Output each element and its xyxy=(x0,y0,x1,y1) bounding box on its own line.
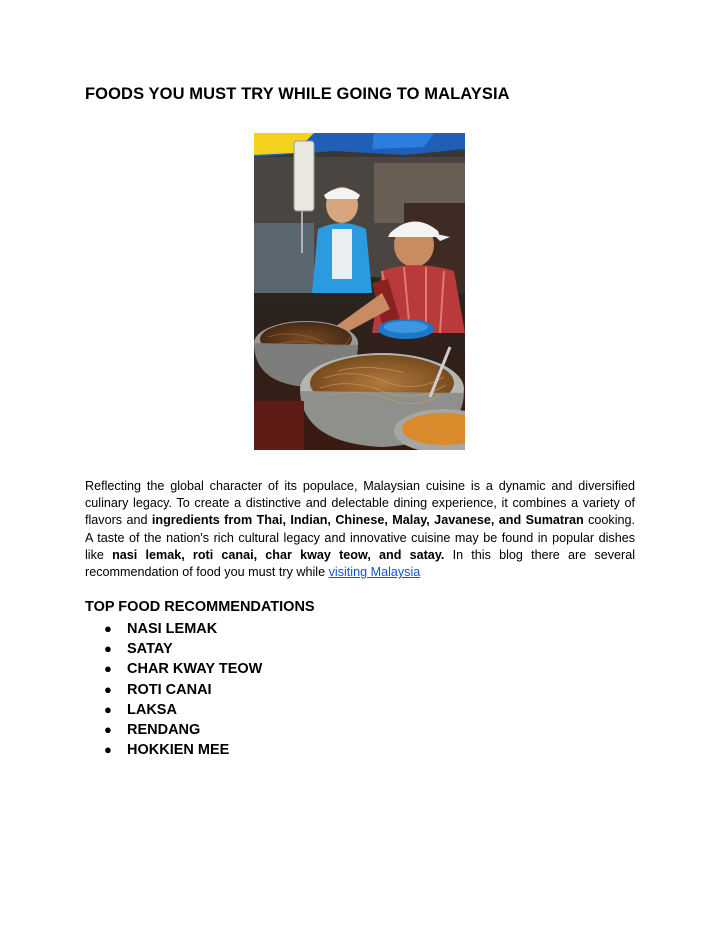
visiting-malaysia-link[interactable]: visiting Malaysia xyxy=(328,565,421,580)
bullet-icon: ● xyxy=(104,742,112,758)
food-list xyxy=(85,619,262,760)
bullet-icon: ● xyxy=(104,641,112,657)
food-name: HOKKIEN MEE xyxy=(127,742,230,759)
list-item xyxy=(85,639,262,659)
food-name: SATAY xyxy=(127,641,173,658)
list-item xyxy=(85,700,262,720)
food-name: RENDANG xyxy=(127,721,201,738)
food-name: NASI LEMAK xyxy=(127,621,218,637)
intro-text-3: In this blog there are several recommendation of food you must try while xyxy=(85,547,635,580)
bullet-icon: ● xyxy=(104,621,112,636)
street-food-photo xyxy=(254,133,465,450)
list-item xyxy=(85,619,262,639)
list-item xyxy=(85,720,262,740)
list-item xyxy=(85,680,262,700)
list-item xyxy=(85,659,262,679)
food-name: LAKSA xyxy=(127,701,177,718)
food-name: ROTI CANAI xyxy=(127,681,212,698)
intro-text-1: Reflecting the global character of its populace, Malaysian cuisine is a dynamic and diversified culinary legacy. To create a distinctive and delectable dining experience, it combines a variety of flavors and xyxy=(85,479,635,528)
list-item xyxy=(85,740,262,760)
intro-paragraph xyxy=(85,478,635,581)
section-heading: TOP FOOD RECOMMENDATIONS xyxy=(85,599,315,615)
intro-ingredients-bold: ingredients from Thai, Indian, Chinese, Malay, Javanese, and Sumatran xyxy=(151,513,584,528)
document-title: FOODS YOU MUST TRY WHILE GOING TO MALAYSIA xyxy=(85,85,510,103)
food-name: CHAR KWAY TEOW xyxy=(127,661,263,678)
intro-dishes-bold: nasi lemak, roti canai, char kway teow, and satay. xyxy=(112,547,445,562)
bullet-icon: ● xyxy=(104,681,112,697)
bullet-icon: ● xyxy=(104,661,112,677)
intro-text-2: cooking. A taste of the nation's rich cultural legacy and innovative cuisine may be found in popular dishes like xyxy=(85,513,635,562)
bullet-icon: ● xyxy=(104,701,112,717)
bullet-icon: ● xyxy=(104,721,112,737)
